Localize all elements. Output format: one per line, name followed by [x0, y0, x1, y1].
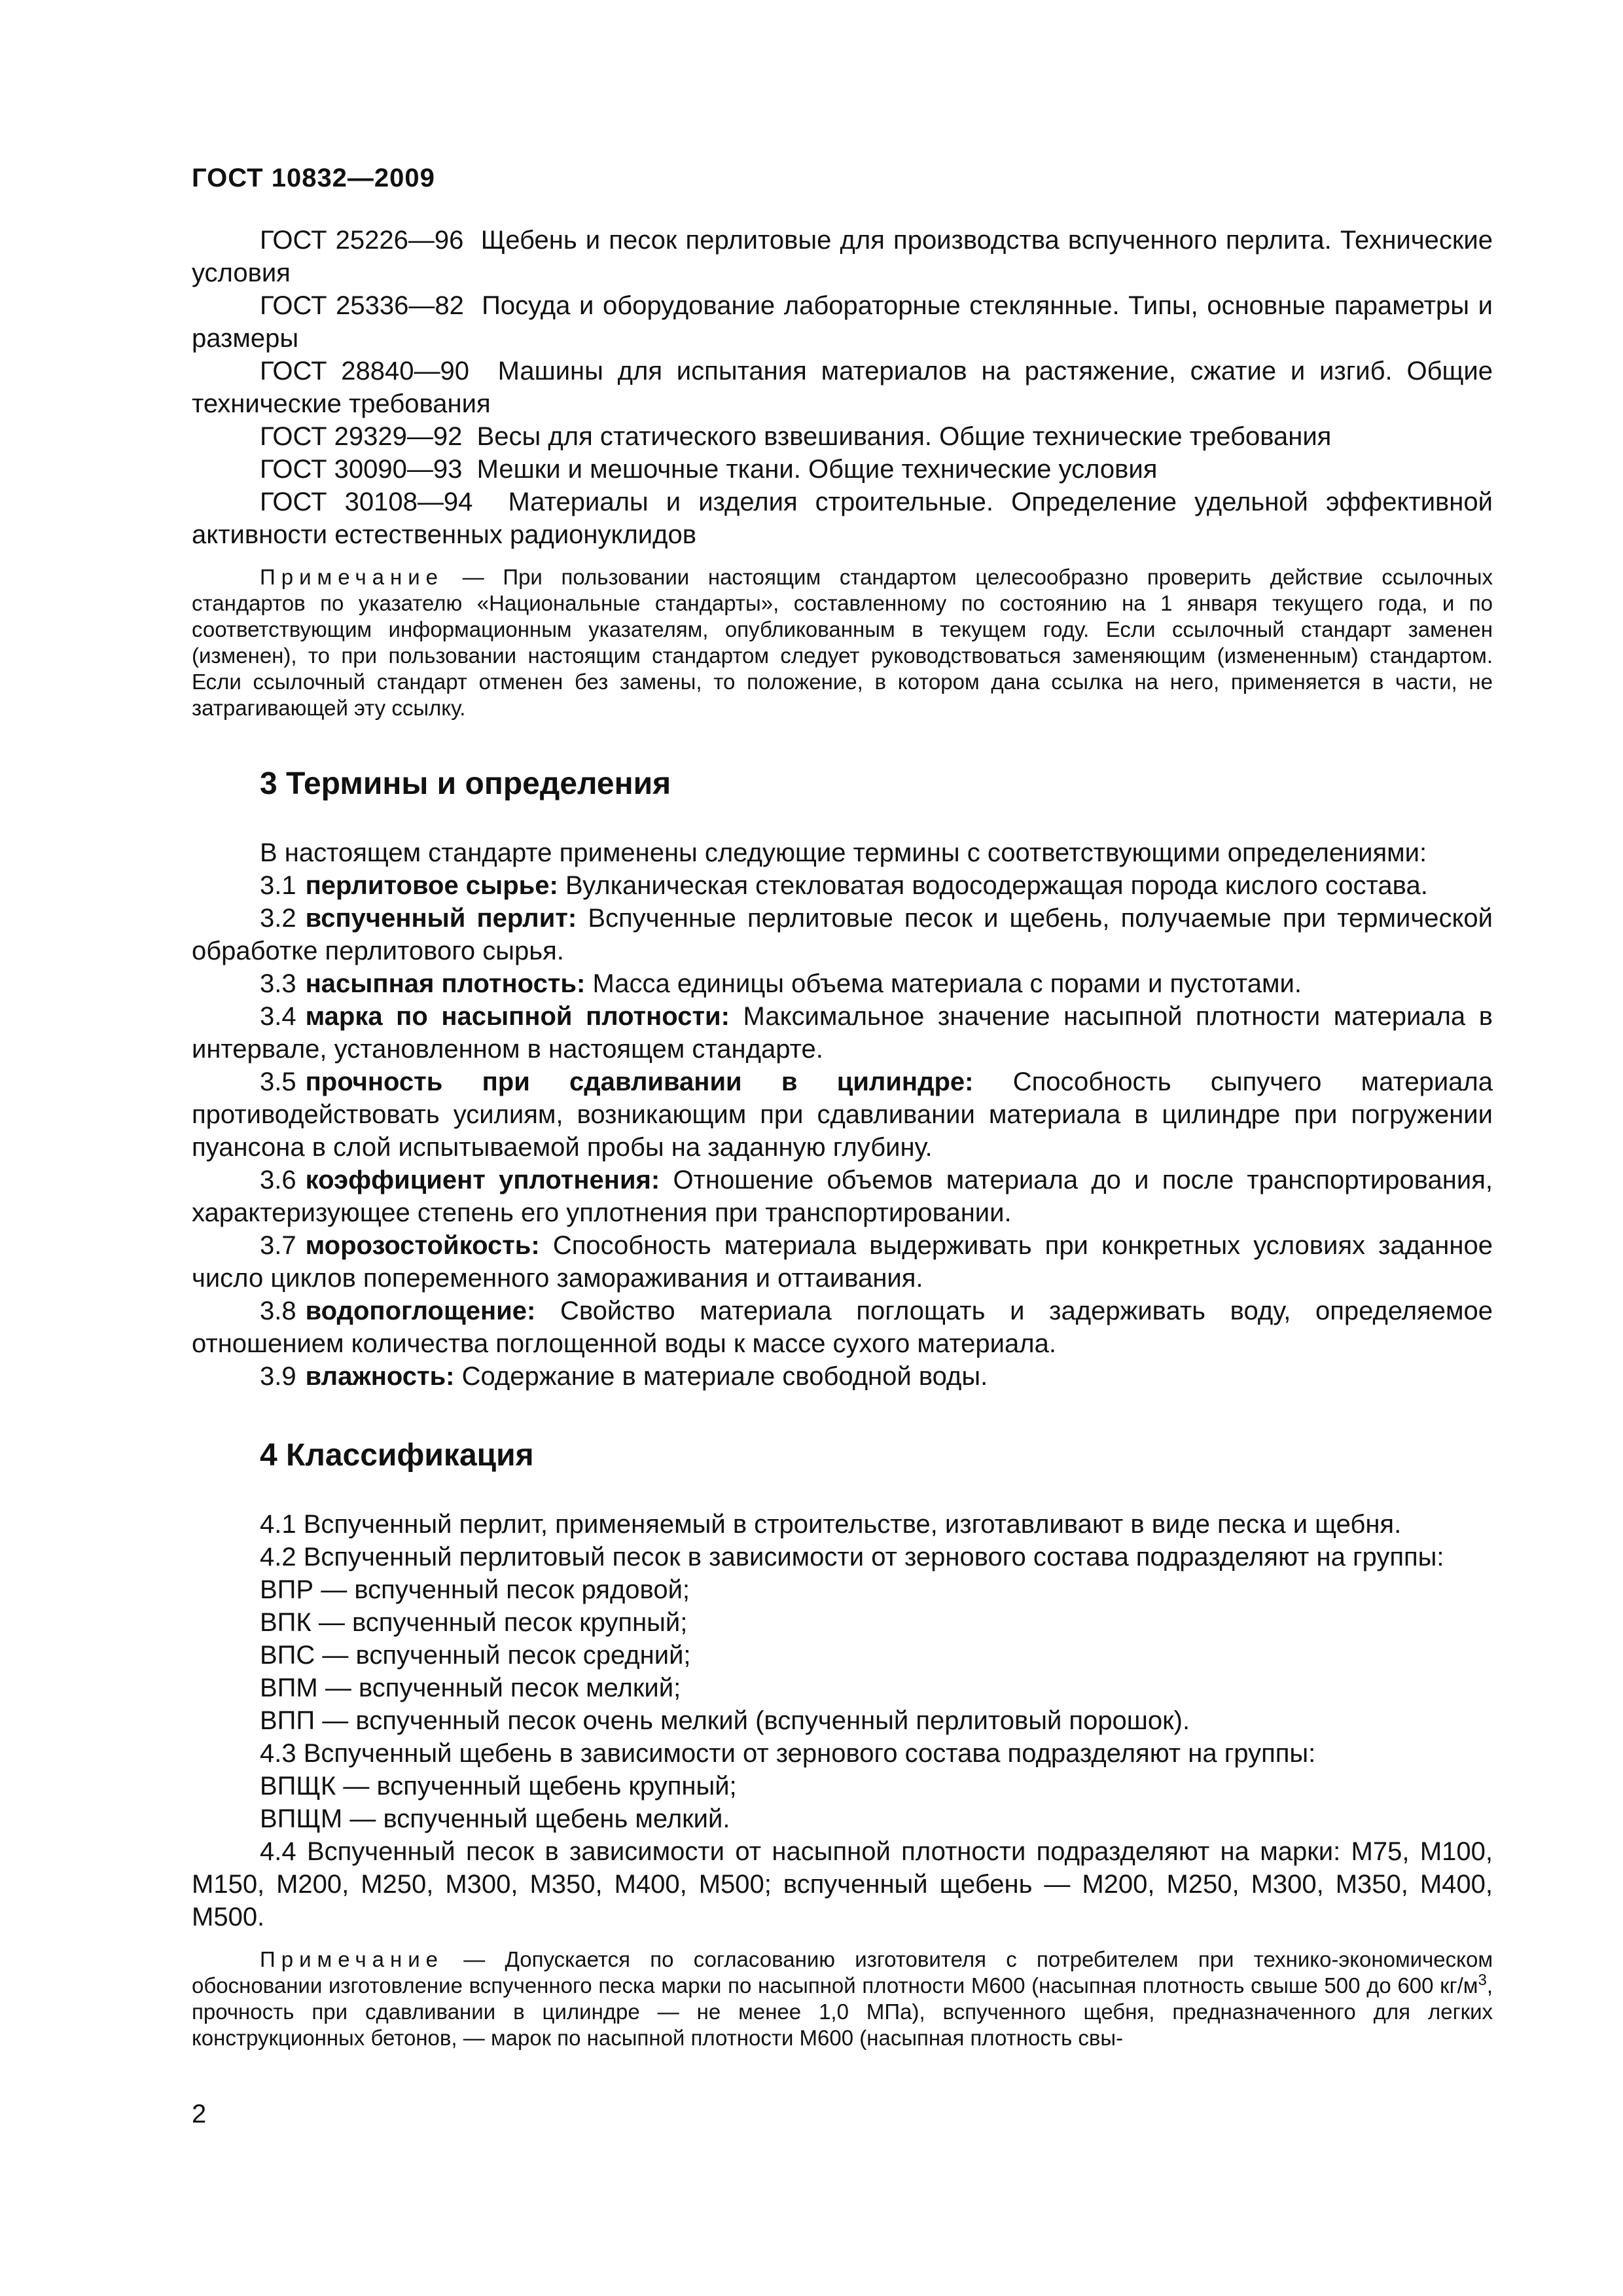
term-number: 3.3 — [260, 969, 296, 998]
reference-text: Машины для испытания материалов на растяжение, сжатие и изгиб. Общие технические требования — [192, 357, 1493, 418]
term-name: насыпная плотность: — [305, 969, 586, 998]
term-number: 3.8 — [260, 1297, 296, 1325]
reference-text: Материалы и изделия строительные. Определение удельной эффективной активности естественных радионуклидов — [192, 488, 1493, 549]
term-name: влажность: — [305, 1362, 455, 1391]
term-name: вспученный перлит: — [305, 904, 577, 933]
clause-4-2: 4.2 Вспученный перлитовый песок в зависимости от зернового состава подразделяют на группы: — [260, 1543, 1444, 1571]
reference-code: ГОСТ 28840—90 — [260, 357, 470, 386]
page-number: 2 — [192, 2100, 207, 2128]
group-item: ВПК — вспученный песок крупный; — [260, 1608, 688, 1637]
term-definition: Масса единицы объема материала с порами и пустотами. — [592, 969, 1302, 998]
term-name: морозостойкость: — [305, 1231, 540, 1260]
reference-item — [192, 355, 1493, 420]
reference-item — [192, 420, 1493, 453]
reference-text: Щебень и песок перлитовые для производства вспученного перлита. Технические условия — [192, 226, 1493, 287]
term-definition: Содержание в материале свободной воды. — [461, 1362, 988, 1391]
reference-code: ГОСТ 30090—93 — [260, 455, 463, 484]
term-definition: Максимальное значение насыпной плотности материала в интервале, установленном в настоящем стандарте. — [192, 1002, 1493, 1064]
term-number: 3.5 — [260, 1067, 296, 1096]
note-text: — При пользовании настоящим стандартом целесообразно проверить действие ссылочных стандартов по указателю «Национальные стандарты», составленному по состоянию на 1 января текущего года, и по соответствующим информационным указателям, опубликованным в текущем году. Если ссылочный стандарт заменен (изменен), то при пользовании настоящим стандартом следует руководствоваться заменяющим (измененным) стандартом. Если ссылочный стандарт отменен без замены, то положение, в котором дана ссылка на него, применяется в части, не затрагивающей эту ссылку. — [192, 565, 1493, 720]
reference-code: ГОСТ 25226—96 — [260, 226, 464, 255]
term-definition: Способность материала выдерживать при конкретных условиях заданное число циклов попеременного замораживания и оттаивания. — [192, 1231, 1493, 1293]
term-number: 3.7 — [260, 1231, 296, 1260]
term-name: водопоглощение: — [305, 1297, 536, 1325]
reference-text: Мешки и мешочные ткани. Общие технические условия — [476, 455, 1158, 484]
term-name: прочность при сдавливании в цилиндре: — [305, 1067, 974, 1096]
note-label: Примечание — [260, 565, 444, 589]
reference-text: Посуда и оборудование лабораторные стеклянные. Типы, основные параметры и размеры — [192, 291, 1493, 353]
group-item: ВПЩК — вспученный щебень крупный; — [260, 1772, 737, 1801]
term-item — [192, 869, 1493, 902]
group-item: ВПР — вспученный песок рядовой; — [260, 1575, 690, 1604]
term-item — [192, 967, 1493, 1000]
note-label: Примечание — [260, 1947, 444, 1971]
term-number: 3.9 — [260, 1362, 296, 1391]
reference-item — [192, 453, 1493, 486]
doc-header: ГОСТ 10832—2009 — [192, 164, 435, 192]
note-references — [192, 564, 1493, 721]
page-content — [192, 224, 1493, 2051]
group-item: ВПЩМ — вспученный щебень мелкий. — [260, 1804, 730, 1833]
note-text-continued: , прочность при сдавливании в цилиндре — не менее 1,0 МПа), вспученного щебня, предназначенного для легких конструкционных бетонов, — марок по насыпной плотности М600 (насыпная плотность свы- — [192, 1973, 1493, 2050]
section-title: 3 Термины и определения — [260, 766, 671, 801]
term-number: 3.1 — [260, 871, 296, 900]
clause-4-4: 4.4 Вспученный песок в зависимости от насыпной плотности подразделяют на марки: М75, М100, М150, М200, М250, М300, М350, М400, М500; вспученный щебень — М200, М250, М300, М350, М400, М500. — [192, 1837, 1493, 1931]
term-item — [192, 902, 1493, 967]
section-intro: В настоящем стандарте применены следующие термины с соответствующими определениями: — [260, 838, 1427, 867]
term-item — [192, 1000, 1493, 1066]
clause-4-3: 4.3 Вспученный щебень в зависимости от зернового состава подразделяют на группы: — [260, 1739, 1316, 1768]
group-item: ВПМ — вспученный песок мелкий; — [260, 1674, 681, 1702]
reference-code: ГОСТ 29329—92 — [260, 422, 463, 451]
term-name: марка по насыпной плотности: — [305, 1002, 730, 1031]
term-definition: Способность сыпучего материала противодействовать усилиям, возникающим при сдавливании материала в цилиндре при погружении пуансона в слой испытываемой пробы на заданную глубину. — [192, 1067, 1493, 1162]
term-item — [192, 1295, 1493, 1360]
note-text: — Допускается по согласованию изготовителя с потребителем при технико-экономическом обосновании изготовление вспученного песка марки по насыпной плотности М600 (насыпная плотность свыше 500 до 600 кг/м — [192, 1947, 1493, 1998]
clause-4-1: 4.1 Вспученный перлит, применяемый в строительстве, изготавливают в виде песка и щебня. — [260, 1510, 1402, 1539]
reference-code: ГОСТ 25336—82 — [260, 291, 464, 320]
reference-item — [192, 224, 1493, 289]
term-item — [192, 1164, 1493, 1229]
reference-list — [192, 224, 1493, 551]
group-item: ВПС — вспученный песок средний; — [260, 1641, 691, 1670]
term-item — [192, 1066, 1493, 1164]
reference-item — [192, 289, 1493, 355]
term-definition: Вспученные перлитовые песок и щебень, получаемые при термической обработке перлитового сырья. — [192, 904, 1493, 965]
term-name: коэффициент уплотнения: — [305, 1166, 660, 1194]
superscript: 3 — [1478, 1971, 1487, 1989]
term-item — [192, 1229, 1493, 1295]
group-item: ВПП — вспученный песок очень мелкий (вспученный перлитовый порошок). — [260, 1706, 1190, 1735]
term-definition: Отношение объемов материала до и после транспортирования, характеризующее степень его уплотнения при транспортировании. — [192, 1166, 1493, 1227]
section-title: 4 Классификация — [260, 1438, 534, 1473]
term-number: 3.2 — [260, 904, 296, 933]
term-number: 3.6 — [260, 1166, 296, 1194]
term-definition: Свойство материала поглощать и задерживать воду, определяемое отношением количества поглощенной воды к массе сухого материала. — [192, 1297, 1493, 1358]
reference-code: ГОСТ 30108—94 — [260, 488, 473, 516]
term-number: 3.4 — [260, 1002, 296, 1031]
term-definition: Вулканическая стекловатая водосодержащая порода кислого состава. — [565, 871, 1428, 900]
reference-item — [192, 486, 1493, 551]
note-classification — [192, 1946, 1493, 2051]
term-name: перлитовое сырье: — [305, 871, 558, 900]
reference-text: Весы для статического взвешивания. Общие технические требования — [476, 422, 1332, 451]
term-item — [192, 1360, 1493, 1393]
